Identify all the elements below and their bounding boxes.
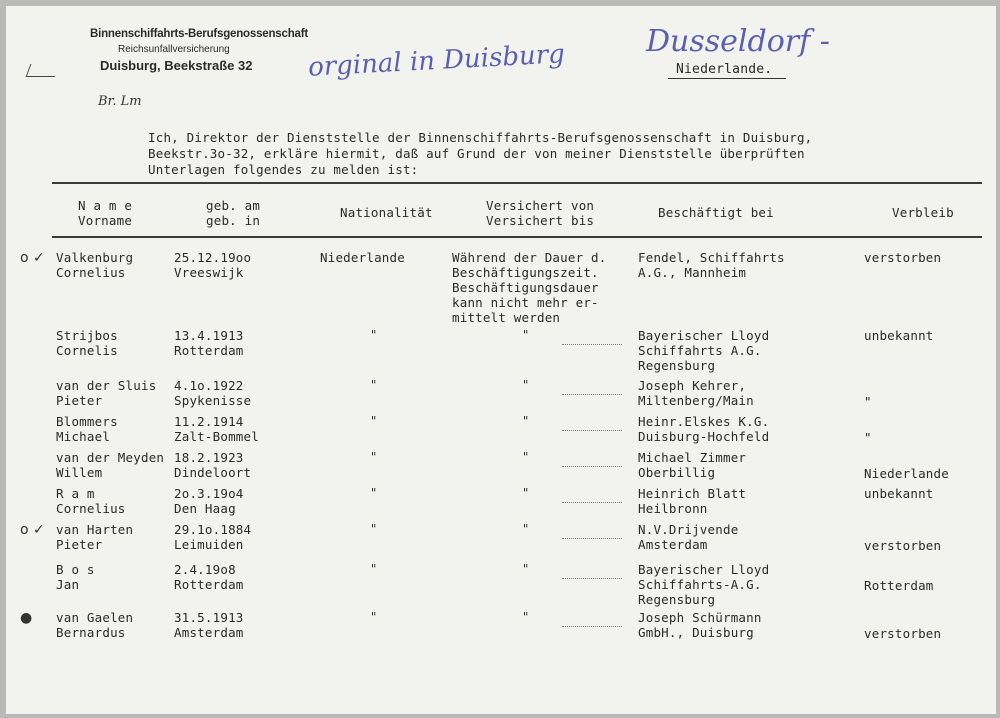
row-born: 31.5.1913 Amsterdam: [174, 610, 244, 640]
row-born: 2o.3.19o4 Den Haag: [174, 486, 244, 516]
row-name: B o s Jan: [56, 562, 95, 592]
row-insured-ditto: ": [522, 378, 530, 392]
row-mark-icon: o ✓: [20, 522, 45, 538]
row-born: 2.4.19o8 Rotterdam: [174, 562, 244, 592]
row-insured-dotted-line: [562, 394, 622, 395]
row-name: R a m Cornelius: [56, 486, 126, 516]
row-nationality-ditto: ": [370, 486, 378, 500]
row-born: 18.2.1923 Dindeloort: [174, 450, 252, 480]
row-insured-dotted-line: [562, 344, 622, 345]
row-nationality: Niederlande: [320, 250, 405, 265]
col-insured-to-header: Versichert bis: [486, 213, 595, 228]
row-nationality-ditto: ": [370, 562, 378, 576]
handwritten-original-note: orginal in Duisburg: [307, 39, 566, 83]
letterhead-org: Binnenschiffahrts-Berufsgenossenschaft: [90, 28, 308, 40]
row-insured-ditto: ": [522, 522, 530, 536]
row-mark-icon: o ✓: [20, 250, 45, 266]
row-born: 4.1o.1922 Spykenisse: [174, 378, 252, 408]
row-fate: verstorben: [864, 626, 942, 641]
row-born: 29.1o.1884 Leimuiden: [174, 522, 252, 552]
row-fate: verstorben: [864, 538, 942, 553]
col-born-header: geb. am: [206, 198, 261, 213]
row-employer: Joseph Kehrer, Miltenberg/Main: [638, 378, 754, 408]
row-nationality-ditto: ": [370, 378, 378, 392]
row-insured-dotted-line: [562, 538, 622, 539]
row-employer: Bayerischer Lloyd Schiffahrts-A.G. Regensburg: [638, 562, 770, 607]
row-insured-ditto: ": [522, 414, 530, 428]
row-insured-dotted-line: [562, 578, 622, 579]
row-insured-ditto: ": [522, 328, 530, 342]
col-employer-header: Beschäftigt bei: [658, 205, 774, 220]
row-born: 13.4.1913 Rotterdam: [174, 328, 244, 358]
row-fate: Rotterdam: [864, 578, 934, 593]
row-employer: Fendel, Schiffahrts A.G., Mannheim: [638, 250, 785, 280]
intro-line-1: Ich, Direktor der Dienststelle der Binnenschiffahrts-Berufsgenossenschaft in Duisburg,: [148, 130, 813, 145]
row-employer: Michael Zimmer Oberbillig: [638, 450, 747, 480]
row-name: van der Sluis Pieter: [56, 378, 157, 408]
col-firstname-header: Vorname: [78, 213, 133, 228]
row-nationality-ditto: ": [370, 522, 378, 536]
col-fate-header: Verbleib: [892, 205, 954, 220]
row-insured-ditto: ": [522, 610, 530, 624]
row-nationality-ditto: ": [370, 450, 378, 464]
document-page: [6, 6, 996, 714]
row-employer: Bayerischer Lloyd Schiffahrts A.G. Regensburg: [638, 328, 770, 373]
row-employer: Heinrich Blatt Heilbronn: [638, 486, 747, 516]
row-insured-dotted-line: [562, 430, 622, 431]
row-name: Blommers Michael: [56, 414, 118, 444]
row-insured-ditto: ": [522, 562, 530, 576]
table-top-rule: [52, 182, 982, 184]
address-street: Beekstraße 32: [164, 58, 253, 73]
row-fate: unbekannt: [864, 328, 934, 343]
row-fate: Niederlande: [864, 466, 949, 481]
row-fate: ": [864, 394, 872, 409]
row-mark-icon: ●: [20, 610, 33, 626]
address-city: Duisburg,: [100, 58, 161, 73]
letterhead-address: [100, 58, 252, 73]
header-bottom-rule: [52, 236, 982, 238]
row-employer: N.V.Drijvende Amsterdam: [638, 522, 739, 552]
row-employer: Heinr.Elskes K.G. Duisburg-Hochfeld: [638, 414, 770, 444]
row-name: van der Meyden Willem: [56, 450, 165, 480]
row-fate: unbekannt: [864, 486, 934, 501]
row-fate: ": [864, 430, 872, 445]
row-nationality-ditto: ": [370, 610, 378, 624]
row-insured-dotted-line: [562, 626, 622, 627]
row-born: 25.12.19oo Vreeswijk: [174, 250, 252, 280]
handwritten-city-note: Dusseldorf -: [646, 24, 830, 59]
country-heading: Niederlande.: [676, 62, 773, 77]
row-nationality-ditto: ": [370, 414, 378, 428]
row-name: van Harten Pieter: [56, 522, 134, 552]
row-name: Valkenburg Cornelius: [56, 250, 134, 280]
row-name: van Gaelen Bernardus: [56, 610, 134, 640]
handwritten-initials: Br. Lm: [98, 94, 142, 109]
row-insured-ditto: ": [522, 450, 530, 464]
col-insured-from-header: Versichert von: [486, 198, 595, 213]
intro-line-3: Unterlagen folgendes zu melden ist:: [148, 162, 419, 177]
row-born: 11.2.1914 Zalt-Bommel: [174, 414, 259, 444]
col-nationality-header: Nationalität: [340, 205, 433, 220]
row-name: Strijbos Cornelis: [56, 328, 118, 358]
corner-mark: [26, 64, 60, 77]
row-insured-dotted-line: [562, 502, 622, 503]
heading-underline: [668, 78, 786, 79]
row-fate: verstorben: [864, 250, 942, 265]
intro-line-2: Beekstr.3o-32, erkläre hiermit, daß auf Grund der von meiner Dienststelle überprüften: [148, 146, 805, 161]
col-birthplace-header: geb. in: [206, 213, 261, 228]
row-employer: Joseph Schürmann GmbH., Duisburg: [638, 610, 762, 640]
letterhead-sub: Reichsunfallversicherung: [118, 44, 230, 55]
col-name-header: N a m e: [78, 198, 133, 213]
row-insured: Während der Dauer d. Beschäftigungszeit. Beschäftigungsdauer kann nicht mehr er- mittelt werden: [452, 250, 607, 325]
row-insured-ditto: ": [522, 486, 530, 500]
row-nationality-ditto: ": [370, 328, 378, 342]
row-insured-dotted-line: [562, 466, 622, 467]
